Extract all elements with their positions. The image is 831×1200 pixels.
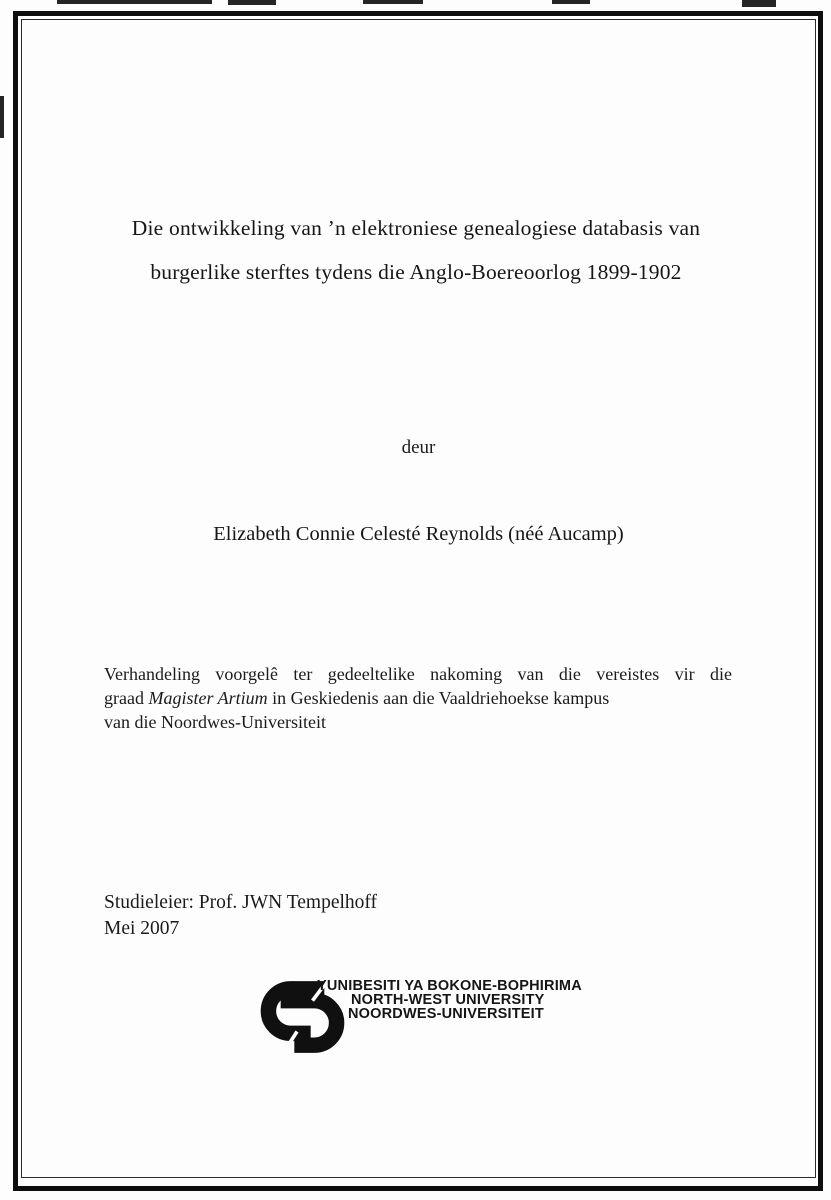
degree-name-italic: Magister Artium (148, 688, 268, 709)
submission-line-2 (104, 686, 732, 710)
date-line: Mei 2007 (104, 917, 180, 939)
logo-text-setswana: YUNIBESITI YA BOKONE-BOPHIRIMA (317, 978, 582, 994)
submission-line-2-prefix: graad (104, 688, 149, 709)
scan-artifact (742, 0, 776, 7)
submission-line-1: Verhandeling voorgelê ter gedeeltelike nakoming van die vereistes vir die (104, 664, 732, 684)
byline-deur: deur (401, 437, 436, 458)
scan-artifact (228, 0, 276, 5)
supervisor-line: Studieleier: Prof. JWN Tempelhoff (104, 892, 378, 913)
thesis-title (85, 206, 747, 294)
logo-text-english: NORTH-WEST UNIVERSITY (351, 992, 545, 1009)
scan-artifact (363, 0, 423, 4)
scan-artifact (552, 0, 590, 4)
scan-artifact (57, 0, 212, 4)
author-name: Elizabeth Connie Celesté Reynolds (néé Aucamp) (213, 523, 624, 545)
logo-text-afrikaans: NOORDWES-UNIVERSITEIT (348, 1006, 544, 1023)
scan-artifact (0, 96, 4, 138)
submission-line-2-suffix: in Geskiedenis aan die Vaaldriehoekse kampus (267, 688, 610, 709)
submission-statement (104, 662, 732, 735)
university-logo-text (317, 979, 582, 1022)
university-logo (256, 971, 586, 1063)
thesis-title-line-1: Die ontwikkeling van ’n elektroniese genealogiese databasis van (131, 216, 701, 240)
supervisor-block (104, 890, 377, 941)
thesis-title-line-2: burgerlike sterftes tydens die Anglo-Boereoorlog 1899-1902 (150, 260, 682, 284)
submission-line-3: van die Noordwes-Universiteit (104, 712, 326, 733)
